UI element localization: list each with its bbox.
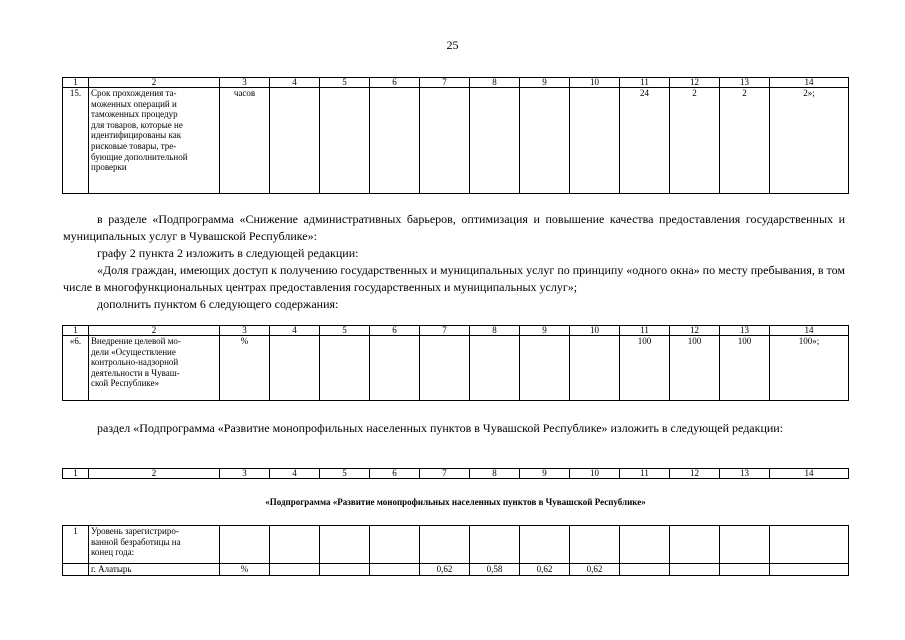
- column-header-row: [63, 326, 849, 336]
- column-header: 2: [89, 78, 220, 88]
- unit-cell: %: [220, 336, 270, 401]
- column-header: 8: [470, 78, 520, 88]
- column-header: 1: [63, 326, 89, 336]
- column-header: 4: [270, 326, 320, 336]
- column-header: 7: [420, 326, 470, 336]
- column-header: 7: [420, 469, 470, 479]
- column-header-row: [63, 469, 849, 479]
- column-header: 13: [720, 469, 770, 479]
- column-header: 9: [520, 78, 570, 88]
- column-header: 9: [520, 326, 570, 336]
- column-header: 9: [520, 469, 570, 479]
- indicator-name: Уровень зарегистриро- ванной безработицы на конец года:: [89, 526, 220, 564]
- column-header: 14: [770, 469, 849, 479]
- value-cell: 100»;: [770, 336, 849, 401]
- paragraph: раздел «Подпрограмма «Развитие монопрофильных населенных пунктов в Чувашской Республике» изложить в следующей редакции:: [97, 421, 784, 435]
- table-row: [63, 564, 849, 576]
- column-header: 5: [320, 469, 370, 479]
- column-header-row: [63, 78, 849, 88]
- column-header: 4: [270, 78, 320, 88]
- column-header: 1: [63, 469, 89, 479]
- column-header: 13: [720, 78, 770, 88]
- indicator-table-3: [62, 468, 849, 576]
- column-header: 12: [670, 469, 720, 479]
- subtitle-row: [63, 479, 849, 526]
- paragraph: «Доля граждан, имеющих доступ к получению государственных и муниципальных услуг по принципу «одного окна» по месту пребывания, в том числе в многофункциональных центрах предоставления государственных и муниципальных услуг»;: [63, 263, 845, 294]
- column-header: 7: [420, 78, 470, 88]
- column-header: 2: [89, 326, 220, 336]
- unit-cell: часов: [220, 88, 270, 194]
- column-header: 10: [570, 469, 620, 479]
- value-cell: 100: [720, 336, 770, 401]
- indicator-table-1: [62, 77, 849, 194]
- unit-cell: %: [220, 564, 270, 576]
- column-header: 2: [89, 469, 220, 479]
- column-header: 14: [770, 326, 849, 336]
- indicator-table-2: [62, 325, 849, 401]
- column-header: 14: [770, 78, 849, 88]
- indicator-name: Внедрение целевой мо- дели «Осуществление контрольно-надзорной деятельности в Чуваш- ской Республике»: [89, 336, 220, 401]
- column-header: 12: [670, 326, 720, 336]
- row-number: 1: [63, 526, 89, 564]
- indicator-name: г. Алатырь: [89, 564, 220, 576]
- value-cell: 100: [620, 336, 670, 401]
- column-header: 3: [220, 78, 270, 88]
- paragraph: дополнить пунктом 6 следующего содержания:: [97, 297, 339, 311]
- column-header: 6: [370, 326, 420, 336]
- column-header: 11: [620, 469, 670, 479]
- table-row: [63, 88, 849, 194]
- value-cell: 0,58: [470, 564, 520, 576]
- value-cell: 100: [670, 336, 720, 401]
- column-header: 6: [370, 469, 420, 479]
- value-cell: 0,62: [570, 564, 620, 576]
- column-header: 6: [370, 78, 420, 88]
- column-header: 12: [670, 78, 720, 88]
- paragraph: графу 2 пункта 2 изложить в следующей редакции:: [97, 246, 359, 260]
- table-row: [63, 526, 849, 564]
- row-number: 15.: [63, 88, 89, 194]
- column-header: 1: [63, 78, 89, 88]
- value-cell: 2: [670, 88, 720, 194]
- column-header: 3: [220, 326, 270, 336]
- column-header: 5: [320, 326, 370, 336]
- column-header: 4: [270, 469, 320, 479]
- row-number: «6.: [63, 336, 89, 401]
- value-cell: 0,62: [420, 564, 470, 576]
- table-row: [63, 336, 849, 401]
- column-header: 3: [220, 469, 270, 479]
- column-header: 11: [620, 326, 670, 336]
- indicator-name: Срок прохождения та- моженных операций и таможенных процедур для товаров, которые не идентифицированы как рисковые товары, тре- бующие дополнительной проверки: [89, 88, 220, 194]
- column-header: 8: [470, 469, 520, 479]
- value-cell: 2: [720, 88, 770, 194]
- value-cell: 0,62: [520, 564, 570, 576]
- value-cell: 24: [620, 88, 670, 194]
- value-cell: 2»;: [770, 88, 849, 194]
- column-header: 5: [320, 78, 370, 88]
- column-header: 10: [570, 326, 620, 336]
- paragraph: в разделе «Подпрограмма «Снижение административных барьеров, оптимизация и повышение качества предоставления государственных и муниципальных услуг в Чувашской Республике»:: [63, 212, 845, 243]
- page-number: 25: [446, 38, 459, 52]
- column-header: 13: [720, 326, 770, 336]
- column-header: 10: [570, 78, 620, 88]
- subprogram-title: «Подпрограмма «Развитие монопрофильных населенных пунктов в Чувашской Республике»: [63, 479, 849, 526]
- column-header: 11: [620, 78, 670, 88]
- column-header: 8: [470, 326, 520, 336]
